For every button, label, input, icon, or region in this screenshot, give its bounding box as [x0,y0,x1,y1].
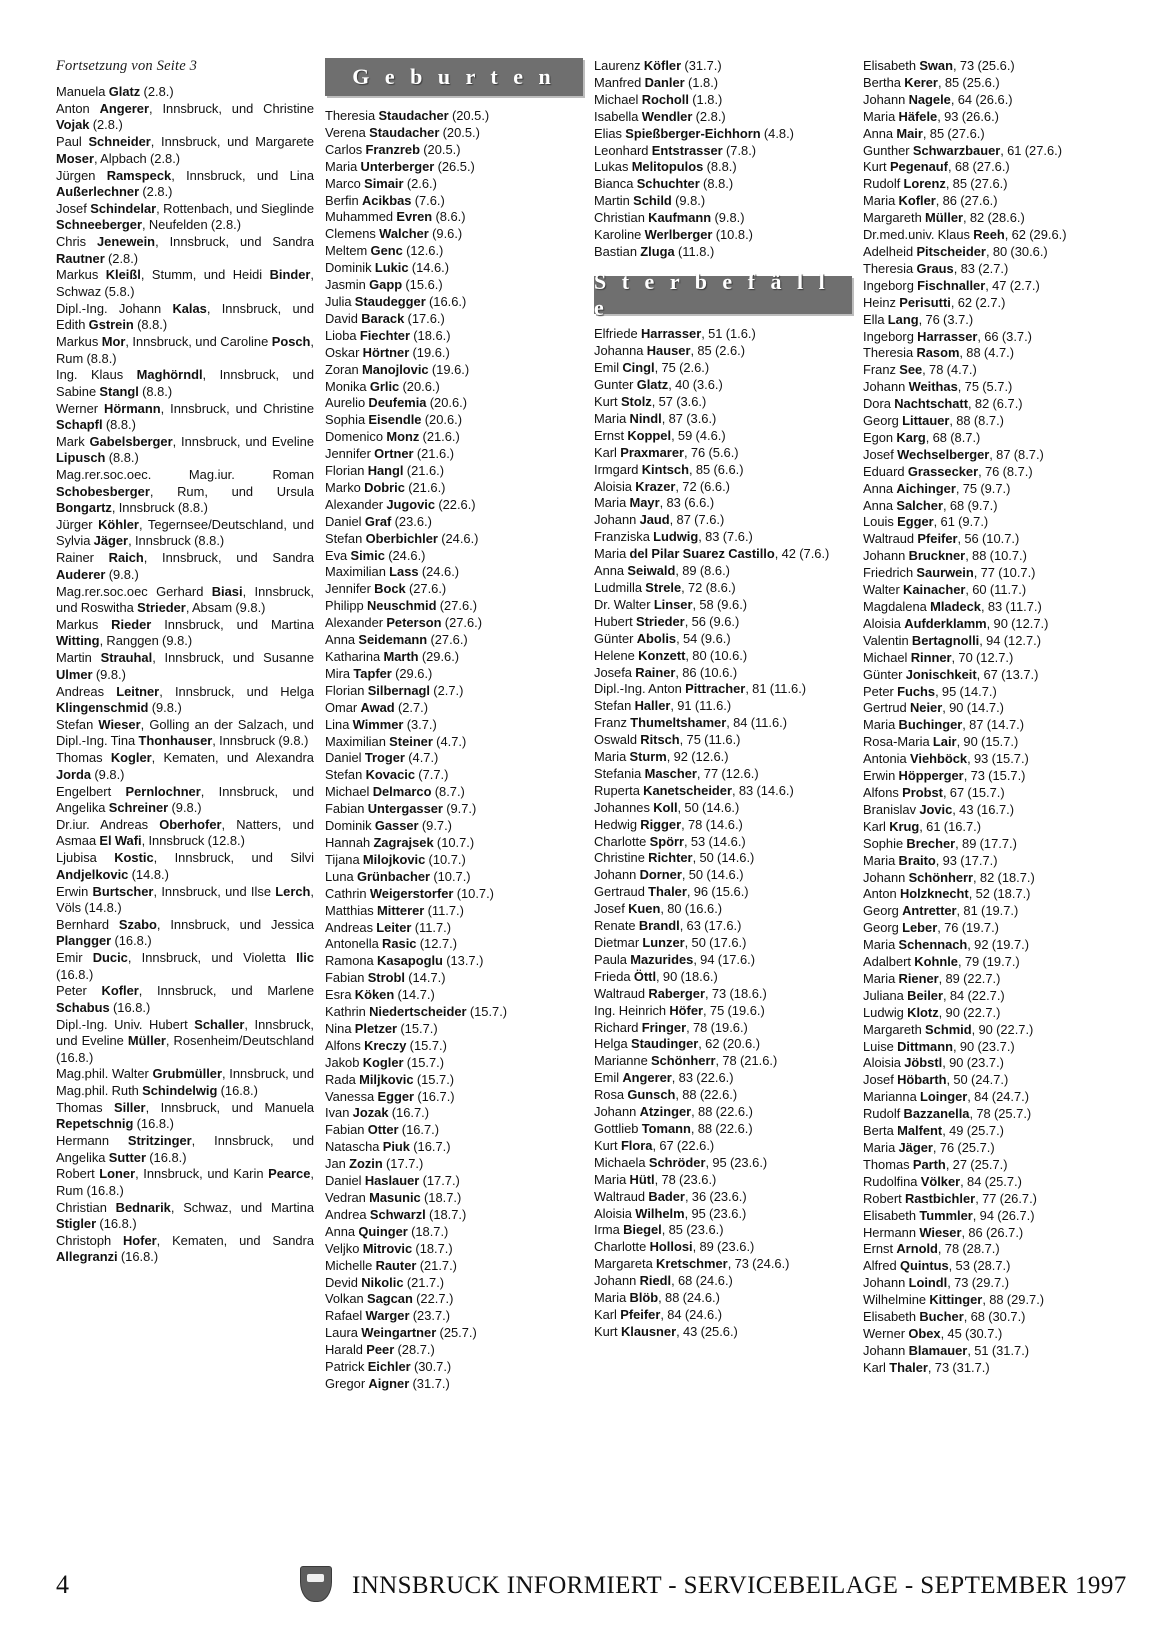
list-item: Rudolf Bazzanella, 78 (25.7.) [863,1106,1032,1122]
list-item: Monika Grlic (20.6.) [325,378,440,394]
list-item: Andreas Leiter (11.7.) [325,919,451,935]
list-item: Gertraud Thaler, 96 (15.6.) [594,884,749,900]
list-item: Dr. Walter Linser, 58 (9.6.) [594,596,748,612]
list-item: Maximilian Lass (24.6.) [325,564,460,580]
list-item: Antonella Rasic (12.7.) [325,936,457,952]
list-item: Thomas Kogler, Kematen, und Alexandra Jorda (9.8.) [56,750,314,782]
list-item: Marianna Loinger, 84 (24.7.) [863,1089,1030,1105]
deaths-section-banner [594,269,852,321]
list-item: David Barack (17.6.) [325,310,445,326]
list-item: Anna Quinger (18.7.) [325,1223,449,1239]
list-item: Cathrin Weigerstorfer (10.7.) [325,885,494,901]
list-item: Christoph Hofer, Kematen, und Sandra Allegranzi (16.8.) [56,1233,314,1265]
list-item: Charlotte Hollosi, 89 (23.6.) [594,1239,755,1255]
list-item: Hedwig Rigger, 78 (14.6.) [594,816,743,832]
list-item: Florian Silbernagl (2.7.) [325,682,464,698]
list-item: Mark Gabelsberger, Innsbruck, und Eveline Lipusch (8.8.) [56,434,314,466]
list-item: Josef Schindelar, Rottenbach, und Sieglinde Schneeberger, Neufelden (2.8.) [56,200,314,233]
list-item: Theresia Graus, 83 (2.7.) [863,260,1009,276]
list-item: Lina Wimmer (3.7.) [325,716,437,732]
list-item: Maria del Pilar Suarez Castillo, 42 (7.6.) [594,546,830,562]
list-item: Adelheid Pitscheider, 80 (30.6.) [863,243,1048,259]
list-item: Kurt Stolz, 57 (3.6.) [594,394,707,409]
list-item: Devid Nikolic (21.7.) [325,1274,445,1290]
list-item: Walter Kainacher, 60 (11.7.) [863,582,1027,598]
list-item: Bastian Zluga (11.8.) [594,243,715,259]
list-item: Magdalena Mladeck, 83 (11.7.) [863,599,1042,614]
list-item: Matthias Mitterer (11.7.) [325,902,464,918]
list-item: Rafael Warger (23.7.) [325,1308,451,1324]
column-marriages [56,58,314,1498]
list-item: Johannes Koll, 50 (14.6.) [594,799,740,815]
list-item: Tijana Milojkovic (10.7.) [325,851,466,867]
list-item: Irma Biegel, 85 (23.6.) [594,1222,724,1238]
list-item: Michaela Schröder, 95 (23.6.) [594,1154,768,1170]
list-item: Michael Rinner, 70 (12.7.) [863,649,1014,665]
list-item: Gregor Aigner (31.7.) [325,1375,450,1391]
list-item: Johanna Hauser, 85 (2.6.) [594,343,746,359]
list-item: Nina Pletzer (15.7.) [325,1020,438,1036]
list-item: Engelbert Pernlochner, Innsbruck, und Angelika Schreiner (9.8.) [56,783,314,815]
list-item: Johann Loindl, 73 (29.7.) [863,1275,1009,1291]
list-item: Katharina Marth (29.6.) [325,649,460,664]
list-item: Werner Hörmann, Innsbruck, und Christine Schapfl (8.8.) [56,400,314,433]
list-item: Ludmilla Strele, 72 (8.6.) [594,579,736,595]
list-item: Harald Peer (28.7.) [325,1342,435,1358]
list-item: Johann Schönherr, 82 (18.7.) [863,869,1035,885]
list-item: Jürger Köhler, Tegernsee/Deutschland, und Sylvia Jäger, Innsbruck (8.8.) [56,517,314,549]
list-item: Dipl.-Ing. Johann Kalas, Innsbruck, und Edith Gstrein (8.8.) [56,300,314,333]
list-item: Domenico Monz (21.6.) [325,429,460,445]
list-item: Theresia Staudacher (20.5.) [325,108,490,123]
list-item: Berta Malfent, 49 (25.7.) [863,1123,1004,1139]
list-item: Sophia Eisendle (20.6.) [325,412,462,428]
list-item: Eva Simic (24.6.) [325,547,426,563]
list-item: Omar Awad (2.7.) [325,699,429,715]
list-item: Antonia Viehböck, 93 (15.7.) [863,751,1029,767]
list-item: Kurt Klausner, 43 (25.6.) [594,1323,738,1339]
list-item: Johann Atzinger, 88 (22.6.) [594,1104,753,1120]
list-item: Dr.iur. Andreas Oberhofer, Natters, und Asmaa El Wafi, Innsbruck (12.8.) [56,816,314,849]
list-item: Adalbert Kohnle, 79 (19.7.) [863,954,1020,970]
list-item: Georg Antretter, 81 (19.7.) [863,903,1019,919]
list-item: Ingeborg Fischnaller, 47 (2.7.) [863,277,1040,293]
list-item: Kurt Flora, 67 (22.6.) [594,1137,715,1153]
list-item: Isabella Wendler (2.8.) [594,108,726,124]
list-item: Mag.phil. Walter Grubmüller, Innsbruck, und Mag.phil. Ruth Schindelwig (16.8.) [56,1066,314,1098]
list-item: Mag.rer.soc.oec Gerhard Biasi, Innsbruck, und Roswitha Strieder, Absam (9.8.) [56,583,314,616]
list-item: Alfred Quintus, 53 (28.7.) [863,1258,1011,1274]
list-item: Vedran Masunic (18.7.) [325,1190,462,1205]
list-item: Maria Buchinger, 87 (14.7.) [863,717,1025,733]
list-item: Anna Mair, 85 (27.6.) [863,125,985,141]
list-item: Mira Tapfer (29.6.) [325,665,433,681]
list-item: Manuela Glatz (2.8.) [56,84,174,99]
list-item: Gertrud Neier, 90 (14.7.) [863,700,1004,716]
list-item: Maria Schennach, 92 (19.7.) [863,937,1030,953]
list-item: Johann Nagele, 64 (26.6.) [863,91,1013,107]
list-item: Renate Brandl, 63 (17.6.) [594,918,742,934]
list-item: Waltraud Bader, 36 (23.6.) [594,1188,747,1204]
list-item: Margareth Müller, 82 (28.6.) [863,210,1025,226]
birth-entry-list [325,108,583,1392]
list-item: Johann Blamauer, 51 (31.7.) [863,1342,1030,1358]
list-item: Ludwig Klotz, 90 (22.7.) [863,1004,1001,1020]
list-item: Rosa Gunsch, 88 (22.6.) [594,1087,738,1103]
list-item: Vanessa Egger (16.7.) [325,1088,455,1104]
list-item: Dietmar Lunzer, 50 (17.6.) [594,935,747,950]
list-item: Lukas Melitopulos (8.8.) [594,159,737,175]
list-item: Stefania Mascher, 77 (12.6.) [594,765,759,781]
list-item: Branislav Jovic, 43 (16.7.) [863,801,1015,817]
list-item: Gunter Glatz, 40 (3.6.) [594,377,723,393]
list-item: Fabian Untergasser (9.7.) [325,801,477,817]
list-item: Aloisia Jöbstl, 90 (23.7.) [863,1055,1004,1071]
list-item: Oswald Ritsch, 75 (11.6.) [594,732,741,748]
list-item: Laura Weingartner (25.7.) [325,1325,477,1341]
list-item: Karl Krug, 61 (16.7.) [863,818,982,834]
list-item: Waltraud Raberger, 73 (18.6.) [594,985,767,1001]
list-item: Jennifer Ortner (21.6.) [325,446,455,462]
list-item: Georg Leber, 76 (19.7.) [863,920,999,936]
list-item: Natascha Piuk (16.7.) [325,1139,451,1155]
list-item: Thomas Parth, 27 (25.7.) [863,1156,1008,1172]
list-item: Jennifer Bock (27.6.) [325,581,447,597]
list-item: Maria Unterberger (26.5.) [325,158,475,174]
list-item: Marianne Schönherr, 78 (21.6.) [594,1053,778,1069]
list-item: Ramona Kasapoglu (13.7.) [325,953,484,969]
list-item: Meltem Genc (12.6.) [325,243,444,259]
list-item: Anton Holzknecht, 52 (18.7.) [863,886,1031,902]
list-item: Louis Egger, 61 (9.7.) [863,514,989,530]
list-item: Ivan Jozak (16.7.) [325,1105,430,1121]
list-item: Rudolfina Völker, 84 (25.7.) [863,1173,1022,1189]
list-item: Ruperta Kanetscheider, 83 (14.6.) [594,782,794,798]
column-births [325,58,583,1498]
list-item: Oskar Hörtner (19.6.) [325,344,450,360]
list-item: Paula Mazurides, 94 (17.6.) [594,951,756,967]
list-item: Helene Konzett, 80 (10.6.) [594,647,748,663]
list-item: Juliana Beiler, 84 (22.7.) [863,987,1005,1003]
death-entry-list-continued [863,58,1121,1376]
list-item: Aloisia Aufderklamm, 90 (12.7.) [863,615,1049,631]
list-item: Ernst Koppel, 59 (4.6.) [594,427,726,443]
list-item: Karl Praxmarer, 76 (5.6.) [594,444,739,460]
list-item: Stefan Wieser, Golling an der Salzach, und Dipl.-Ing. Tina Thonhauser, Innsbruck (9.8.) [56,716,314,749]
list-item: Maria Sturm, 92 (12.6.) [594,749,729,765]
list-item: Hermann Wieser, 86 (26.7.) [863,1224,1024,1240]
list-item: Dipl.-Ing. Univ. Hubert Schaller, Innsbruck, und Eveline Müller, Rosenheim/Deutschland (16.8.) [56,1016,314,1065]
list-item: Aurelio Deufemia (20.6.) [325,395,467,411]
list-item: Chris Jenewein, Innsbruck, und Sandra Rautner (2.8.) [56,234,314,266]
list-item: Julia Staudegger (16.6.) [325,293,467,309]
list-item: Franziska Ludwig, 83 (7.6.) [594,529,753,545]
list-item: Dominik Lukic (14.6.) [325,260,450,276]
list-item: Jan Zozin (17.7.) [325,1156,424,1172]
list-item: Kurt Pegenauf, 68 (27.6.) [863,159,1010,175]
list-item: Josef Höbarth, 50 (24.7.) [863,1072,1009,1088]
list-item: Daniel Haslauer (17.7.) [325,1173,460,1189]
list-item: Thomas Siller, Innsbruck, und Manuela Repetschnig (16.8.) [56,1099,314,1132]
list-item: Frieda Öttl, 90 (18.6.) [594,968,718,984]
list-item: Martin Strauhal, Innsbruck, und Susanne Ulmer (9.8.) [56,650,314,682]
list-item: Alexander Peterson (27.6.) [325,615,483,631]
list-item: Helga Staudinger, 62 (20.6.) [594,1036,761,1052]
list-item: Berfin Acikbas (7.6.) [325,192,445,208]
list-item: Marko Dobric (21.6.) [325,479,446,495]
list-item: Stefan Kovacic (7.7.) [325,767,449,783]
list-item: Hermann Stritzinger, Innsbruck, und Angelika Sutter (16.8.) [56,1133,314,1165]
list-item: Johann Weithas, 75 (5.7.) [863,379,1013,395]
list-item: Ljubisa Kostic, Innsbruck, und Silvi Andjelkovic (14.8.) [56,850,314,882]
list-item: Irmgard Kintsch, 85 (6.6.) [594,461,744,477]
list-item: Günter Abolis, 54 (9.6.) [594,630,731,646]
list-item: Elias Spießberger-Eichhorn (4.8.) [594,125,794,141]
list-item: Elisabeth Bucher, 68 (30.7.) [863,1309,1026,1325]
list-item: Margareth Schmid, 90 (22.7.) [863,1021,1034,1037]
list-item: Maria Nindl, 87 (3.6.) [594,410,717,426]
list-item: Daniel Troger (4.7.) [325,750,439,766]
list-item: Alfons Kreczy (15.7.) [325,1037,447,1053]
list-item: Markus Mor, Innsbruck, und Caroline Posch, Rum (8.8.) [56,334,314,366]
list-item: Stefan Haller, 91 (11.6.) [594,698,732,714]
page-number: 4 [56,1570,69,1599]
list-item: Stefan Oberbichler (24.6.) [325,530,479,546]
list-item: Werner Obex, 45 (30.7.) [863,1325,1003,1341]
list-item: Aloisia Krazer, 72 (6.6.) [594,478,730,494]
list-item: Muhammed Evren (8.6.) [325,209,466,225]
list-item: Jakob Kogler (15.7.) [325,1054,445,1070]
list-item: Dr.med.univ. Klaus Reeh, 62 (29.6.) [863,227,1067,243]
list-item: Alexander Jugovic (22.6.) [325,496,476,512]
list-item: Jürgen Ramspeck, Innsbruck, und Lina Außerlechner (2.8.) [56,167,314,199]
list-item: Maria Jäger, 76 (25.7.) [863,1140,995,1155]
continuation-note: Fortsetzung von Seite 3 [56,58,198,74]
list-item: Maria Kofler, 86 (27.6.) [863,193,998,209]
coat-of-arms-icon [300,1566,332,1604]
list-item: Emir Ducic, Innsbruck, und Violetta Ilic (16.8.) [56,950,314,982]
list-item: Maria Braito, 93 (17.7.) [863,852,998,868]
list-item: Emil Angerer, 83 (22.6.) [594,1070,734,1086]
list-item: Maria Riener, 89 (22.7.) [863,970,1001,986]
list-item: Bertha Kerer, 85 (25.6.) [863,74,1000,90]
list-item: Patrick Eichler (30.7.) [325,1359,452,1375]
column-births-continued-and-deaths [594,58,852,1498]
list-item: Philipp Neuschmid (27.6.) [325,598,478,614]
births-section-banner [325,58,583,96]
list-item: Jasmin Gapp (15.6.) [325,277,443,293]
list-item: Dipl.-Ing. Anton Pittracher, 81 (11.6.) [594,681,807,697]
list-item: Margareta Kretschmer, 73 (24.6.) [594,1256,790,1272]
list-item: Heinz Perisutti, 62 (2.7.) [863,294,1006,310]
list-item: Johann Bruckner, 88 (10.7.) [863,548,1027,564]
list-item: Anna Seidemann (27.6.) [325,632,468,648]
columns-container [56,58,1121,1498]
list-item: Ingeborg Harrasser, 66 (3.7.) [863,328,1032,344]
birth-entry-list-continued [594,58,852,260]
list-item: Esra Köken (14.7.) [325,987,435,1003]
list-item: Aloisia Wilhelm, 95 (23.6.) [594,1205,747,1221]
list-item: Christine Richter, 50 (14.6.) [594,850,755,866]
list-item: Paul Schneider, Innsbruck, und Margarete Moser, Alpbach (2.8.) [56,134,314,166]
list-item: Luna Grünbacher (10.7.) [325,868,471,884]
list-item: Alfons Probst, 67 (15.7.) [863,784,1005,800]
deaths-heading: S t e r b e f ä l l e [594,269,830,321]
list-item: Erwin Burtscher, Innsbruck, und Ilse Lerch, Völs (14.8.) [56,883,314,915]
list-item: Günter Jonischkeit, 67 (13.7.) [863,666,1039,682]
list-item: Franz See, 78 (4.7.) [863,362,977,378]
list-item: Fabian Otter (16.7.) [325,1122,440,1138]
list-item: Gunther Schwarzbauer, 61 (27.6.) [863,142,1063,158]
list-item: Josef Kuen, 80 (16.6.) [594,901,723,917]
list-item: Lioba Fiechter (18.6.) [325,327,451,343]
list-item: Rosa-Maria Lair, 90 (15.7.) [863,734,1019,750]
list-item: Leonhard Entstrasser (7.8.) [594,142,757,158]
list-item: Maria Häfele, 93 (26.6.) [863,108,999,124]
list-item: Bianca Schuchter (8.8.) [594,176,734,192]
list-item: Anna Salcher, 68 (9.7.) [863,497,998,513]
list-item: Richard Fringer, 78 (19.6.) [594,1019,748,1035]
list-item: Johann Riedl, 68 (24.6.) [594,1273,733,1289]
list-item: Christian Bednarik, Schwaz, und Martina Stigler (16.8.) [56,1199,314,1232]
list-item: Rada Miljkovic (15.7.) [325,1071,455,1087]
list-item: Maria Blöb, 88 (24.6.) [594,1290,720,1306]
list-item: Manfred Danler (1.8.) [594,74,719,90]
list-item: Markus Kleißl, Stumm, und Heidi Binder, Schwaz (5.8.) [56,267,314,299]
list-item: Sophie Brecher, 89 (17.7.) [863,835,1017,851]
list-item: Elisabeth Tummler, 94 (26.7.) [863,1207,1035,1223]
list-item: Ella Lang, 76 (3.7.) [863,311,974,327]
list-item: Johann Dorner, 50 (14.6.) [594,867,744,883]
list-item: Kathrin Niedertscheider (15.7.) [325,1004,508,1020]
marriage-entry-list [56,84,314,1266]
footer-title: INNSBRUCK INFORMIERT - SERVICEBEILAGE - SEPTEMBER 1997 [352,1572,1127,1599]
list-item: Michael Rocholl (1.8.) [594,91,723,107]
list-item: Eduard Grassecker, 76 (8.7.) [863,463,1033,479]
list-item: Florian Hangl (21.6.) [325,463,445,479]
list-item: Laurenz Köfler (31.7.) [594,58,722,73]
list-item: Johann Jaud, 87 (7.6.) [594,512,725,528]
list-item: Michelle Rauter (21.7.) [325,1257,457,1273]
list-item: Luise Dittmann, 90 (23.7.) [863,1038,1015,1054]
list-item: Maria Hütl, 78 (23.6.) [594,1171,717,1187]
list-item: Theresia Rasom, 88 (4.7.) [863,345,1014,361]
list-item: Waltraud Pfeifer, 56 (10.7.) [863,531,1020,547]
list-item: Hubert Strieder, 56 (9.6.) [594,613,740,629]
list-item: Carlos Franzreb (20.5.) [325,141,461,157]
list-item: Egon Karg, 68 (8.7.) [863,429,981,445]
list-item: Wilhelmine Kittinger, 88 (29.7.) [863,1292,1045,1308]
list-item: Karoline Werlberger (10.8.) [594,227,753,243]
list-item: Josef Wechselberger, 87 (8.7.) [863,446,1044,462]
list-item: Karl Thaler, 73 (31.7.) [863,1359,990,1375]
list-item: Georg Littauer, 88 (8.7.) [863,413,1004,429]
list-item: Veljko Mitrovic (18.7.) [325,1240,453,1256]
list-item: Anna Seiwald, 89 (8.6.) [594,563,730,579]
list-item: Maria Mayr, 83 (6.6.) [594,495,715,511]
column-deaths-continued [863,58,1121,1498]
death-entry-list [594,326,852,1340]
list-item: Clemens Walcher (9.6.) [325,226,463,242]
list-item: Emil Cingl, 75 (2.6.) [594,360,710,376]
list-item: Daniel Graf (23.6.) [325,513,432,529]
list-item: Gottlieb Tomann, 88 (22.6.) [594,1120,753,1136]
list-item: Fabian Strobl (14.7.) [325,970,446,986]
list-item: Karl Pfeifer, 84 (24.6.) [594,1306,723,1322]
list-item: Charlotte Spörr, 53 (14.6.) [594,833,746,849]
list-item: Josefa Rainer, 86 (10.6.) [594,664,738,680]
list-item: Elfriede Harrasser, 51 (1.6.) [594,326,756,342]
list-item: Bernhard Szabo, Innsbruck, und Jessica Plangger (16.8.) [56,916,315,949]
list-item: Peter Kofler, Innsbruck, und Marlene Schabus (16.8.) [56,983,314,1015]
births-heading: G e b u r t e n [352,64,556,89]
list-item: Ing. Klaus Maghörndl, Innsbruck, und Sabine Stangl (8.8.) [56,367,315,399]
list-item: Andrea Schwarzl (18.7.) [325,1206,467,1222]
list-item: Peter Fuchs, 95 (14.7.) [863,683,997,699]
list-item: Ing. Heinrich Höfer, 75 (19.6.) [594,1002,765,1018]
list-item: Markus Rieder Innsbruck, und Martina Witting, Ranggen (9.8.) [56,617,314,649]
list-item: Christian Kaufmann (9.8.) [594,210,745,226]
list-item: Ernst Arnold, 78 (28.7.) [863,1241,1000,1257]
list-item: Dora Nachtschatt, 82 (6.7.) [863,396,1023,412]
list-item: Martin Schild (9.8.) [594,193,706,209]
list-item: Robert Rastbichler, 77 (26.7.) [863,1190,1037,1206]
list-item: Rudolf Lorenz, 85 (27.6.) [863,176,1008,192]
list-item: Hannah Zagrajsek (10.7.) [325,834,475,850]
list-item: Mag.rer.soc.oec. Mag.iur. Roman Schobesberger, Rum, und Ursula Bongartz, Innsbruck (8.8.) [56,467,314,516]
list-item: Marco Simair (2.6.) [325,175,437,191]
list-item: Elisabeth Swan, 73 (25.6.) [863,58,1015,73]
list-item: Erwin Höpperger, 73 (15.7.) [863,768,1026,784]
list-item: Anton Angerer, Innsbruck, und Christine Vojak (2.8.) [56,100,315,133]
list-item: Zoran Manojlovic (19.6.) [325,361,470,377]
list-item: Maximilian Steiner (4.7.) [325,733,467,749]
list-item: Dominik Gasser (9.7.) [325,818,452,834]
list-item: Robert Loner, Innsbruck, und Karin Pearce, Rum (16.8.) [56,1166,314,1198]
list-item: Franz Thumeltshamer, 84 (11.6.) [594,715,788,731]
list-item: Anna Aichinger, 75 (9.7.) [863,480,1011,496]
list-item: Rainer Raich, Innsbruck, und Sandra Auderer (9.8.) [56,550,314,582]
list-item: Volkan Sagcan (22.7.) [325,1291,454,1307]
list-item: Michael Delmarco (8.7.) [325,784,465,800]
list-item: Valentin Bertagnolli, 94 (12.7.) [863,632,1041,648]
list-item: Andreas Leitner, Innsbruck, und Helga Klingenschmid (9.8.) [56,683,314,716]
list-item: Friedrich Saurwein, 77 (10.7.) [863,565,1036,581]
list-item: Verena Staudacher (20.5.) [325,124,480,140]
